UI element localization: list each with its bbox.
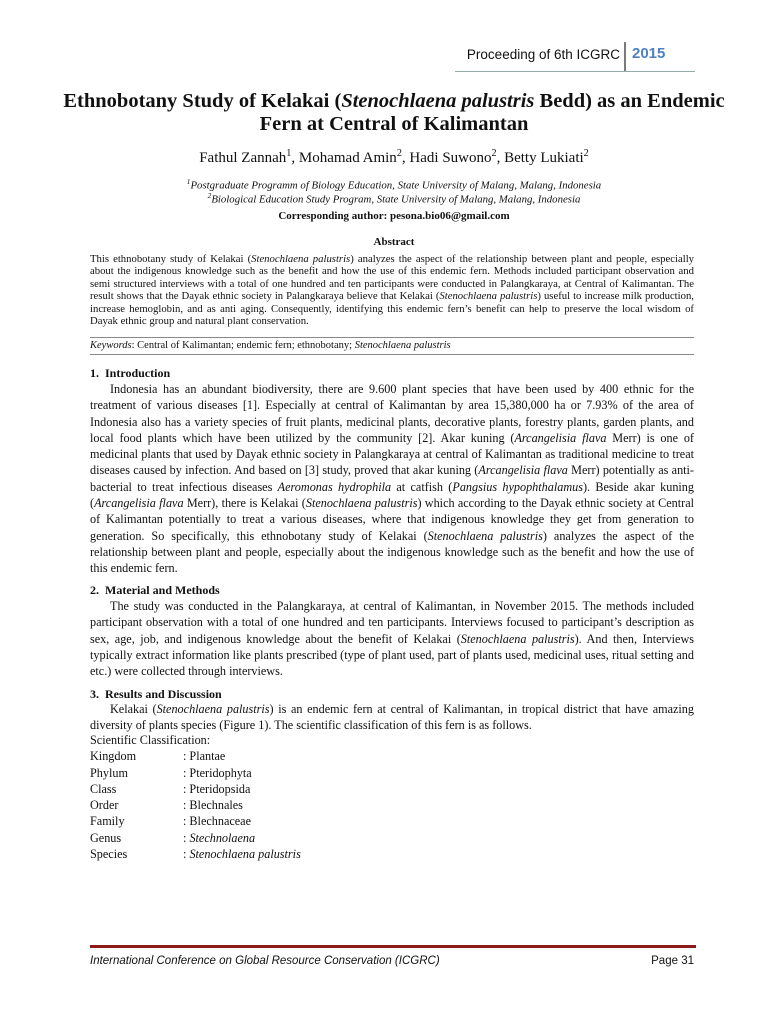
header-rule — [455, 71, 695, 72]
classification-row: Kingdom : Plantae — [90, 749, 226, 764]
classification-row: Class : Pteridopsida — [90, 781, 251, 796]
header-year: 2015 — [632, 45, 666, 62]
abstract-heading: Abstract — [373, 236, 415, 248]
classification-row: Genus : Stechnolaena — [90, 830, 256, 845]
section-heading-methods: 2. Material and Methods — [90, 583, 220, 597]
corresponding-author: Corresponding author: pesona.bio06@gmail.com — [278, 210, 510, 222]
keywords: Keywords: Central of Kalimantan; endemic fern; ethnobotany; Stenochlaena palustris — [90, 340, 451, 351]
section-heading-results: 3. Results and Discussion — [90, 687, 222, 701]
section-heading-introduction: 1. Introduction — [90, 366, 171, 380]
footer-rule — [90, 945, 696, 948]
methods-paragraph: The study was conducted in the Palangkaraya, at central of Kalimantan, in November 2015. The methods included participant observation with a total of one hundred and ten participants. Interviews focused to participant’s description as sex, age, job, and indigenous knowledge about the benefit of Kelakai (Stenochlaena palustris). And then, Interviews typically extract information like plants prescribed (type of plant used, part of plants used, medicinal uses, ritual setting and etc.) were collected through interviews. — [90, 599, 695, 679]
classification-row: Order : Blechnales — [90, 798, 243, 813]
running-header — [0, 44, 768, 72]
classification-row: Species : Stenochlaena palustris — [90, 847, 301, 862]
header-proceeding: Proceeding of 6th ICGRC — [466, 47, 620, 62]
classification-block — [90, 732, 301, 862]
keywords-label: Keywords — [90, 340, 132, 351]
author: Fathul Zannah — [199, 150, 287, 166]
introduction-paragraph: Indonesia has an abundant biodiversity, there are 9.600 plant species that have been used by 400 ethnic for the treatment of various diseases [1]. Especially at central of Kalimantan by area 15,380,000 ha or 7.93% of the area of Indonesia also has a variety species of fruit plants, medicinal plants, decorative plants, forestry plants, garden plants, and local food plants which have been utilized by the community [2]. Akar kuning (Arcangelisia flava Merr) is one of medicinal plants that used by Dayak ethnic society in Palangkaraya at central of Kalimantan as traditional medicine to treat diseases caused by infection. And based on [3] study, proved that akar kuning (Arcangelisia flava Merr) potentially as anti-bacterial to treat infectious diseases Aeromonas hydrophila at catfish (Pangsius hypophthalamus). Beside akar kuning (Arcangelisia flava Merr), there is Kelakai (Stenochlaena palustris) which according to the Dayak ethnic society at Central of Kalimantan potentially to treat a various diseases, where that indigenous knowledge they get from generation to generation. So specifically, this ethnobotany study of Kelakai (Stenochlaena palustris) analyzes the aspect of the relationship between plant and people, especially about the indigenous knowledge such as the benefit and how the use of this endemic fern. — [90, 382, 694, 576]
affiliation-2: $^2$Biological Education Study Program, State University of Malang, Malang, Indonesia — [207, 191, 581, 206]
affiliation-1: $^1$Postgraduate Programm of Biology Education, State University of Malang, Malang, Indonesia — [186, 177, 602, 192]
author: Hadi Suwono — [409, 150, 492, 166]
keywords-rule-top — [90, 337, 694, 338]
paper-title: Ethnobotany Study of Kelakai (Stenochlaena palustris Bedd) as an Endemic Fern at Central of Kalimantan — [63, 90, 725, 135]
footer-page-number: Page 31 — [651, 955, 694, 967]
author: Betty Lukiati — [504, 150, 584, 166]
footer-conference: International Conference on Global Resource Conservation (ICGRC) — [90, 955, 440, 967]
results-paragraph: Kelakai (Stenochlaena palustris) is an endemic fern at central of Kalimantan, in tropical district that have amazing diversity of plants species (Figure 1). The scientific classification of this fern is as follows. — [90, 702, 694, 733]
author-list: Fathul Zannah$^1$, Mohamad Amin$^2$, Hadi Suwono$^2$, Betty Lukiati$^2$ — [199, 148, 589, 166]
author: Mohamad Amin — [298, 150, 397, 166]
classification-row: Phylum : Pteridophyta — [90, 765, 252, 780]
header-divider — [624, 42, 626, 72]
classification-row: Family : Blechnaceae — [90, 814, 252, 829]
title-species: Stenochlaena palustris — [341, 90, 535, 112]
keywords-rule-bottom — [90, 354, 694, 355]
abstract-body: This ethnobotany study of Kelakai (Stenochlaena palustris) analyzes the aspect of the relationship between plant and people, especially about the indigenous knowledge such as the benefit and how the use of this endemic fern. Methods included participant observation and semi structured interviews with a total of one hundred and ten participants were conducted in Palangkaraya, at Central of Kalimantan. The result shows that the Dayak ethnic society in Palangkaraya believe that Kelakai (Stenochlaena palustris) useful to increase milk production, increase hemoglobin, and as anti aging. Consequently, identifying this endemic fern’s benefit can help to preserve the local wisdom of Dayak ethnic group and natural plant conservation. — [90, 253, 695, 328]
classification-heading: Scientific Classification: — [90, 733, 211, 747]
